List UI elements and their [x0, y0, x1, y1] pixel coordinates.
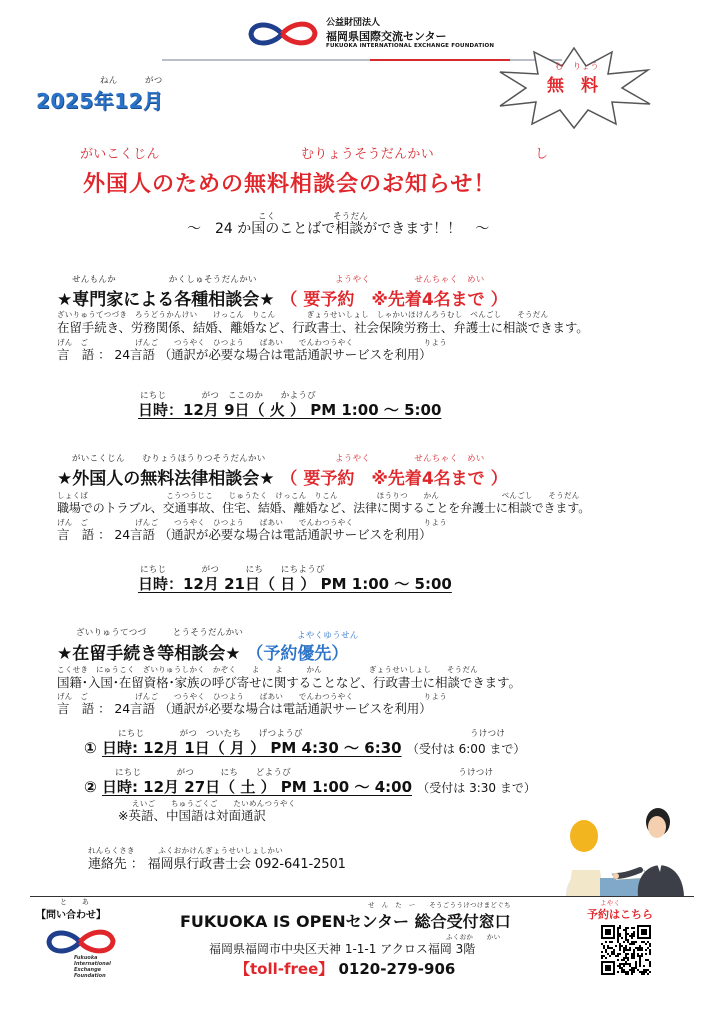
slot1-ruby: にちじ がつ ついたち げつようび うけつけ: [118, 729, 506, 739]
subtitle: ～ 24 か国のことばで相談ができます！！ ～: [187, 221, 490, 237]
footer-phone-row: [235, 958, 455, 979]
phone-number[interactable]: 0120-279-906: [338, 960, 456, 978]
slot1-number: ①: [84, 739, 97, 757]
note-ruby: えいご ちゅうごくご たいめんつうやく: [132, 799, 296, 808]
qr-code-icon[interactable]: [598, 922, 654, 978]
section1-body-ruby: ざいりゅうてつづき ろうどうかんけい けっこん りこん ぎょうせいしょし しゃかいほけんろうむし べんごし そうだん: [57, 310, 549, 319]
section2-heading-row: [57, 464, 508, 489]
slot1-row: [84, 737, 525, 758]
subtitle-ruby-koku: こく: [258, 212, 276, 222]
section2-badge: （ 要予約 ※先着4名まで ）: [280, 469, 508, 489]
section3-body-ruby: こくせき にゅうこく ざいりゅうしかく かぞく よ よ かん ぎょうせいしょし そうだん: [57, 665, 479, 674]
section2-date: 日時：12月 21日（ 日 ） PM 1:00 ～ 5:00: [138, 575, 452, 593]
section1-date: 日時：12月 9日（ 火 ） PM 1:00 ～ 5:00: [138, 401, 442, 419]
interpreter-note: ※英語、中国語は対面通訳: [118, 808, 266, 823]
title-ruby-1: がいこくじん: [80, 147, 160, 162]
section2-language: 言 語 ： 24言語 （通訳が必要な場合は電話通訳サービスを利用）: [57, 527, 432, 542]
inquiry-ruby: と あ: [60, 898, 90, 906]
reserve-ruby: よやく: [600, 899, 621, 907]
org-name: 福岡県国際交流センター: [326, 30, 447, 43]
title-ruby-2: むりょうそうだんかい: [301, 147, 435, 162]
slot2-ruby: にちじ がつ にち どようび うけつけ: [115, 768, 494, 778]
slot2-number: ②: [84, 778, 97, 796]
section2-date-ruby: にちじ がつ にち にちようび: [140, 565, 325, 575]
section3-lang-ruby: げん ご げんご つうやく ひつよう ばあい でんわつうやく りよう: [57, 692, 447, 701]
inquiry-label: 【問い合わせ】: [36, 910, 106, 921]
section3-heading: ★在留手続き等相談会★: [57, 644, 241, 664]
date-label: 2025年12月: [36, 89, 164, 113]
section2-badge-ruby: ようやく せんちゃく めい: [335, 454, 485, 464]
footer-address: 福岡県福岡市中央区天神 1-1-1 アクロス福岡 3階: [209, 942, 476, 956]
free-label: 無 料: [547, 76, 598, 96]
section1-badge-ruby: ようやく せんちゃく めい: [335, 275, 485, 285]
section1-heading-row: [57, 285, 508, 310]
section3-language: 言 語 ： 24言語 （通訳が必要な場合は電話通訳サービスを利用）: [57, 701, 432, 716]
slot1-date: 日時: 12月 1日（ 月 ） PM 4:30 ～ 6:30: [101, 739, 402, 757]
slot2-row: [84, 776, 536, 797]
contact-ruby: れんらくさき ふくおかけんぎょうせいしょしかい: [88, 846, 283, 855]
section1-heading: ★専門家による各種相談会★: [57, 290, 275, 310]
section1-lang-ruby: げん ご げんご つうやく ひつよう ばあい でんわつうやく りよう: [57, 338, 447, 347]
contact-text: 連絡先 ： 福岡県行政書士会 092-641-2501: [88, 857, 346, 872]
org-type: 公益財団法人: [326, 18, 381, 28]
footer-title-ruby: せ ん た ー そうごううけつけまどぐち: [368, 901, 511, 909]
footer-address-ruby: ふくおか かい: [446, 933, 501, 941]
section3-heading-row: [57, 639, 348, 664]
logo-ring-icon: [246, 16, 320, 52]
section1-heading-ruby: せんもんか かくしゅそうだんかい: [72, 275, 257, 285]
free-ruby: む りょう: [555, 62, 600, 72]
section2-body: 職場でのトラブル、交通事故、住宅、結婚、離婚など、法律に関することを弁護士に相談できます。: [57, 501, 591, 515]
page-title: 外国人のための無料相談会のお知らせ！: [83, 172, 497, 197]
slot2-reception: （受付は 3:30 まで）: [417, 781, 536, 795]
footer-logo-text: Fukuoka International Exchange Foundation: [74, 955, 111, 979]
consultation-illustration-icon: [560, 800, 690, 896]
section3-badge-ruby: よやくゆうせん: [297, 631, 359, 641]
section2-lang-ruby: げん ご げんご つうやく ひつよう ばあい でんわつうやく りよう: [57, 518, 447, 527]
header-divider-accent: [370, 59, 510, 61]
title-ruby-3: し: [535, 147, 549, 162]
org-name-en: FUKUOKA INTERNATIONAL EXCHANGE FOUNDATION: [326, 43, 495, 49]
section1-body: 在留手続き、労務関係、結婚、離婚など、行政書士、社会保険労務士、弁護士に相談できます。: [57, 320, 589, 335]
section1-language: 言 語 ： 24言語 （通訳が必要な場合は電話通訳サービスを利用）: [57, 347, 432, 362]
section1-date-ruby: にちじ がつ ここのか かようび: [140, 391, 317, 401]
slot1-reception: （受付は 6:00 まで）: [406, 742, 526, 756]
date-ruby-nen: ねん: [100, 76, 118, 86]
section2-heading: ★外国人の無料法律相談会★: [57, 469, 275, 489]
section2-heading-ruby: がいこくじん むりょうほうりつそうだんかい: [72, 454, 266, 464]
section1-badge: （ 要予約 ※先着4名まで ）: [280, 290, 508, 310]
section3-body: 国籍･入国･在留資格･家族の呼び寄せに関することなど、行政書士に相談できます。: [57, 675, 521, 690]
footer-title: FUKUOKA IS OPENセンター 総合受付窓口: [180, 912, 511, 931]
reserve-label: 予約はこちら: [587, 908, 653, 921]
slot2-date: 日時: 12月 27日（ 土 ） PM 1:00 ～ 4:00: [101, 778, 413, 796]
footer-divider: [30, 896, 694, 897]
toll-free-label: 【toll-free】: [235, 960, 334, 978]
date-ruby-gatsu: がつ: [145, 76, 163, 86]
section2-body-ruby: しょくば こうつうじこ じゅうたく けっこん りこん ほうりつ かん べんごし そうだん: [57, 491, 580, 500]
section3-heading-ruby: ざいりゅうてつづ とうそうだんかい: [76, 628, 244, 638]
subtitle-ruby-soudan: そうだん: [333, 212, 369, 222]
section3-badge: （予約優先）: [246, 644, 349, 664]
